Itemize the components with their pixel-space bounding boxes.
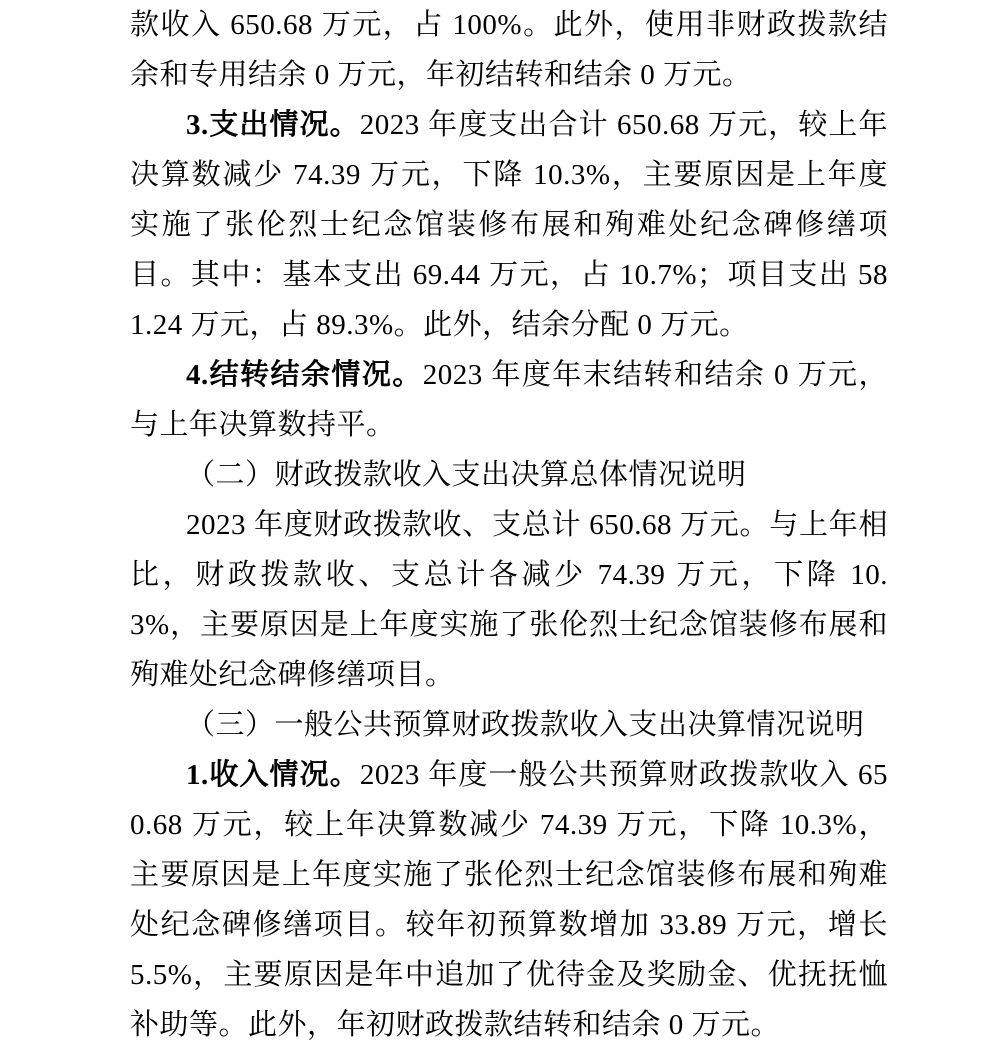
paragraph-text: 2023 年度一般公共预算财政拨款收入 650.68 万元，较上年决算数减少 74.39 万元，下降 10.3%，主要原因是上年度实施了张伦烈士纪念馆装修布展和殉难处纪念碑修缮项目。较年初预算数增加 33.89 万元，增长 5.5%，主要原因是年中追加了优待金及奖励金、优抚抚恤补助等。此外，年初财政拨款结转和结余 0 万元。	[130, 759, 888, 1041]
paragraph-text: 2023 年度年末结转和结余 0 万元，与上年决算数持平。	[130, 359, 888, 441]
document-page	[130, 0, 888, 1050]
heading-text: （二）财政拨款收入支出决算总体情况说明	[186, 459, 747, 491]
paragraph-fiscal-appropriation-total	[130, 500, 888, 700]
heading-fiscal-appropriation-overview	[130, 450, 888, 500]
paragraph-expenditure-situation	[130, 100, 888, 350]
heading-text: （三）一般公共预算财政拨款收入支出决算情况说明	[186, 709, 865, 741]
paragraph-income-continuation	[130, 0, 888, 100]
paragraph-income-situation	[130, 750, 888, 1050]
paragraph-text: 款收入 650.68 万元，占 100%。此外，使用非财政拨款结余和专用结余 0 万元，年初结转和结余 0 万元。	[130, 9, 888, 91]
paragraph-text: 2023 年度财政拨款收、支总计 650.68 万元。与上年相比，财政拨款收、支总计各减少 74.39 万元，下降 10.3%，主要原因是上年度实施了张伦烈士纪念馆装修布展和殉难处纪念碑修缮项目。	[130, 509, 888, 691]
paragraph-text: 2023 年度支出合计 650.68 万元，较上年决算数减少 74.39 万元，下降 10.3%，主要原因是上年度实施了张伦烈士纪念馆装修布展和殉难处纪念碑修缮项目。其中：基本支出 69.44 万元，占 10.7%；项目支出 581.24 万元，占 89.3%。此外，结余分配 0 万元。	[130, 109, 888, 341]
heading-general-public-budget	[130, 700, 888, 750]
paragraph-lead: 1.收入情况。	[186, 759, 360, 791]
paragraph-carryover-balance	[130, 350, 888, 450]
paragraph-lead: 3.支出情况。	[186, 109, 360, 141]
paragraph-lead: 4.结转结余情况。	[186, 359, 423, 391]
